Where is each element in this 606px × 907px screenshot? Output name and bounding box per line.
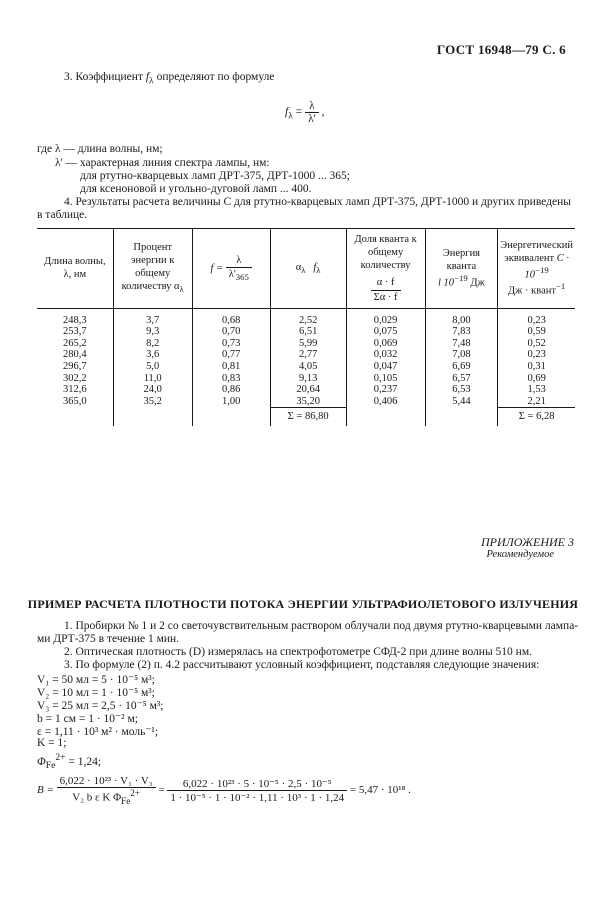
item3-pre: 3. Коэффициент	[64, 71, 146, 83]
item3-text	[64, 71, 274, 86]
final-frac1-den-text: V₂ b ε K Φ	[72, 791, 122, 804]
section-title: ПРИМЕР РАСЧЕТА ПЛОТНОСТИ ПОТОКА ЭНЕРГИИ УЛЬТРАФИОЛЕТОВОГО ИЗЛУЧЕНИЯ	[27, 597, 579, 611]
empty-cell	[346, 408, 425, 426]
final-frac1	[57, 775, 156, 806]
table-cell: 0,406	[346, 396, 425, 408]
table-row	[37, 361, 575, 373]
col3-fraction	[226, 254, 252, 283]
table-cell: 0,029	[346, 308, 425, 326]
col-header-share	[346, 229, 425, 309]
table-cell: 302,2	[63, 372, 87, 384]
col3-den	[226, 268, 252, 283]
col5-fraction	[371, 276, 401, 303]
table-cell: 312,6	[63, 384, 87, 396]
value-v2: V₂ = 10 мл = 1 · 10⁻⁵ м³;	[37, 687, 155, 699]
table-cell: 2,52	[270, 308, 346, 326]
value-k: K = 1;	[37, 737, 67, 749]
item3-post: определяют по формуле	[153, 71, 275, 83]
table-cell: 24,0	[113, 384, 192, 396]
empty-cell	[425, 408, 498, 426]
table-cell: 0,73	[192, 338, 270, 350]
table-cell: 0,77	[192, 349, 270, 361]
col5-den: Σα · f	[373, 291, 398, 303]
where-line3: для ртутно-кварцевых ламп ДРТ-375, ДРТ-1000 ... 365;	[80, 170, 350, 182]
table-cell: 248,3	[63, 314, 87, 326]
table-cell: 0,31	[498, 361, 575, 373]
table-cell: 0,83	[192, 373, 270, 385]
phi-sup: 2+	[55, 752, 66, 763]
formula-f-lambda	[285, 100, 325, 125]
col-header-wavelength: Длина волны, λ, нм	[37, 229, 113, 309]
col7-a: Энергетический эквивалент	[500, 239, 573, 264]
table-row	[37, 396, 575, 408]
col-header-product	[270, 229, 346, 309]
final-formula	[37, 775, 411, 806]
f-symbol: f	[145, 71, 150, 83]
formula-fraction	[305, 100, 319, 125]
empty-cell	[37, 408, 113, 426]
table-cell: 7,83	[425, 326, 498, 338]
table-cell: 20,64	[270, 384, 346, 396]
table-cell: 6,57	[425, 373, 498, 385]
col2-sub: λ	[179, 284, 184, 295]
table-cell: 11,0	[113, 373, 192, 385]
final-frac1-den-sup: 2+	[130, 788, 141, 798]
table-cell: 3,7	[113, 308, 192, 326]
value-phi	[37, 752, 101, 771]
table-cell: 365,0	[63, 396, 87, 408]
formula-den: λ'	[308, 113, 316, 125]
table-row	[37, 349, 575, 361]
table-cell: 0,23	[498, 308, 575, 326]
table-cell: 1,53	[498, 384, 575, 396]
table-cell: 0,047	[346, 361, 425, 373]
value-epsilon: ε = 1,11 · 10³ м² · моль⁻¹;	[37, 726, 159, 738]
sum-equivalent: Σ = 6,28	[498, 408, 575, 426]
formula-eq: =	[295, 106, 303, 119]
table-cell: 6,69	[425, 361, 498, 373]
table-row	[37, 326, 575, 338]
phi-sub: Fe	[45, 760, 56, 772]
table-cell: 265,2	[63, 337, 87, 349]
table-cell: 0,59	[498, 326, 575, 338]
table-cell: 2,21	[498, 396, 575, 408]
table-sum-row	[37, 408, 575, 426]
item4-line2: в таблице.	[37, 209, 88, 221]
table-cell: 9,3	[113, 326, 192, 338]
empty-cell	[113, 408, 192, 426]
table-cell: 0,075	[346, 326, 425, 338]
table-cell: 0,70	[192, 326, 270, 338]
col7-c-exp: −1	[555, 281, 566, 292]
col4-f: f	[313, 261, 317, 273]
col-header-f	[192, 229, 270, 309]
table-cell: 7,08	[425, 349, 498, 361]
col4-alpha-sub: λ	[301, 264, 306, 275]
col6-bottom-text: l 10	[438, 277, 455, 289]
table-cell: 0,105	[346, 373, 425, 385]
formula-tail: ,	[321, 106, 325, 119]
final-frac1-den-sub: Fe	[121, 795, 131, 806]
table-cell: 9,13	[270, 373, 346, 385]
table-row	[37, 338, 575, 350]
col2-label: Процент энергии к общему количеству α	[121, 242, 180, 293]
table-cell: 6,53	[425, 384, 498, 396]
formula-lhs-sub: λ	[288, 110, 293, 122]
table-cell: 0,52	[498, 338, 575, 350]
table-cell: 5,0	[113, 361, 192, 373]
step3: 3. По формуле (2) п. 4.2 рассчитывают условный коэффициент, подставляя следующие значения:	[64, 659, 540, 671]
table-cell: 0,069	[346, 338, 425, 350]
col7-c: Дж · квант	[507, 285, 556, 297]
step1-line2: ми ДРТ-375 в течение 1 мин.	[37, 633, 180, 645]
step1-line1: 1. Пробирки № 1 и 2 со светочувствительным раствором облучали под двумя ртутно-кварцевыми лампа-	[64, 620, 579, 632]
results-table	[37, 228, 575, 426]
value-b: b = 1 см = 1 · 10⁻² м;	[37, 713, 138, 725]
table-cell: 296,7	[63, 361, 87, 372]
final-frac1-num: 6,022 · 10²³ · V₁ · V₃	[57, 775, 156, 788]
page-header: ГОСТ 16948—79 С. 6	[436, 42, 566, 57]
col7-exp: −19	[535, 264, 549, 275]
table-row	[37, 384, 575, 396]
col-header-equivalent	[498, 229, 575, 309]
table-cell: 0,68	[192, 308, 270, 326]
table-cell: 253,7	[63, 326, 87, 338]
col6-top: Энергия кванта	[442, 247, 481, 272]
sum-product: Σ = 86,80	[270, 408, 346, 426]
col6-bottom	[428, 273, 496, 290]
final-frac1-den	[57, 788, 156, 806]
table-cell: 35,2	[113, 396, 192, 408]
table-cell: 280,4	[63, 349, 87, 361]
where-line4: для ксеноновой и угольно-дуговой ламп ... 400.	[80, 183, 312, 195]
col3-den-sub: 365	[235, 271, 249, 282]
table-cell: 0,237	[346, 384, 425, 396]
final-eq: =	[158, 783, 165, 796]
col4-alpha: α	[295, 261, 302, 273]
where-line2: λ' — характерная линия спектра лампы, нм:	[55, 157, 270, 169]
table-header-row	[37, 229, 575, 309]
table-cell: 5,44	[425, 396, 498, 408]
phi-symbol: Φ	[37, 755, 46, 768]
item4-line1: 4. Результаты расчета величины C для ртутно-кварцевых ламп ДРТ-375, ДРТ-1000 и других приведены	[64, 196, 571, 208]
empty-cell	[192, 408, 270, 426]
table-cell: 0,23	[498, 349, 575, 361]
table-cell: 35,20	[270, 396, 346, 408]
f-subscript: λ	[149, 75, 154, 87]
table-cell: 3,6	[113, 349, 192, 361]
table-cell: 0,81	[192, 361, 270, 373]
formula-num: λ	[305, 100, 319, 113]
table-cell: 5,99	[270, 338, 346, 350]
col5-top: Доля кванта к общему количеству	[354, 234, 417, 272]
table-cell: 0,032	[346, 349, 425, 361]
appendix-label: ПРИЛОЖЕНИЕ 3	[481, 535, 574, 549]
final-frac2-num: 6,022 · 10²³ · 5 · 10⁻⁵ · 2,5 · 10⁻⁵	[167, 777, 347, 791]
col6-exp: −19	[454, 273, 468, 284]
final-frac2-den: 1 · 10⁻⁵ · 1 · 10⁻² · 1,11 · 10³ · 1 · 1,24	[170, 791, 345, 804]
table-cell: 8,00	[425, 308, 498, 326]
col7-b: C · 10	[524, 252, 569, 281]
table-cell: 0,69	[498, 373, 575, 385]
col3-f: f =	[210, 262, 224, 274]
formula-lhs: f	[285, 106, 289, 119]
col6-unit: Дж	[467, 277, 485, 289]
table-row	[37, 373, 575, 385]
col3-num: λ	[226, 254, 252, 268]
table-cell: 1,00	[192, 396, 270, 408]
col3-den-text: λ'	[228, 268, 236, 280]
table-body	[37, 308, 575, 426]
phi-value: = 1,24;	[65, 755, 102, 768]
table-cell: 4,05	[270, 361, 346, 373]
value-v1: V₁ = 50 мл = 5 · 10⁻⁵ м³;	[37, 674, 155, 686]
col-header-energy	[425, 229, 498, 309]
final-lhs: B =	[37, 783, 54, 796]
table-cell: 6,51	[270, 326, 346, 338]
value-v3: V₃ = 25 мл = 2,5 · 10⁻⁵ м³;	[37, 700, 164, 712]
table-cell: 0,86	[192, 384, 270, 396]
where-line1: где λ — длина волны, нм;	[37, 143, 163, 155]
col4-f-sub: λ	[316, 264, 321, 275]
final-result: = 5,47 · 10¹⁸ .	[349, 783, 411, 796]
step2: 2. Оптическая плотность (D) измерялась на спектрофотометре СФД-2 при длине волны 510 нм.	[64, 646, 532, 658]
table-cell: 7,48	[425, 338, 498, 350]
final-frac2	[167, 777, 347, 804]
col5-num: α · f	[371, 276, 401, 290]
col-header-percent	[113, 229, 192, 309]
table-cell: 8,2	[113, 338, 192, 350]
table-row	[37, 308, 575, 326]
table-cell: 2,77	[270, 349, 346, 361]
appendix-sub: Рекомендуемое	[486, 549, 554, 560]
